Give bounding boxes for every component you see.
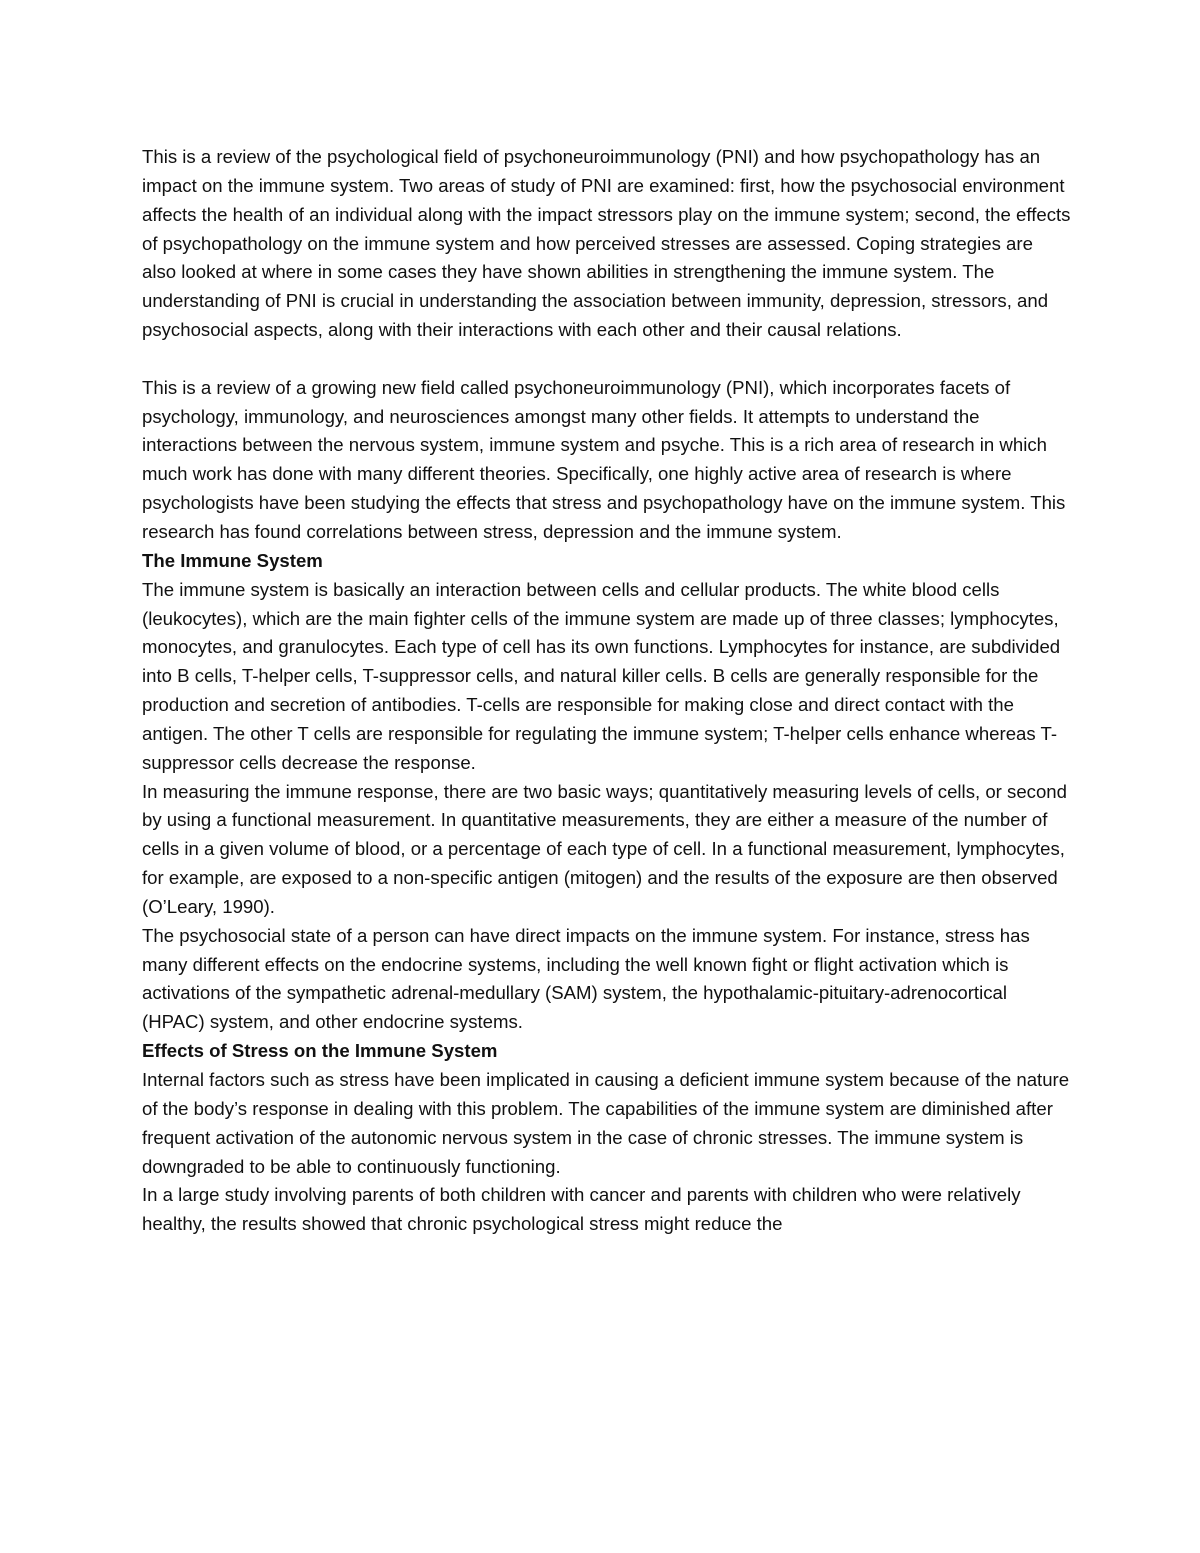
stress-paragraph-2: In a large study involving parents of both children with cancer and parents with children who were relatively healthy, the results showed that chronic psychological stress might reduce the bbox=[142, 1184, 1021, 1235]
intro-paragraph: This is a review of a growing new field called psychoneuroimmunology (PNI), which incorporates facets of psychology, immunology, and neurosciences amongst many other fields. It attempts to understand the interactions between the nervous system, immune system and psyche. This is a rich area of research in which much work has done with many different theories. Specifically, one highly active area of research is where psychologists have been studying the effects that stress and psychopathology have on the immune system. This research has found correlations between stress, depression and the immune system. bbox=[142, 376, 1066, 542]
immune-paragraph-2: In measuring the immune response, there are two basic ways; quantitatively measuring levels of cells, or second by using a functional measurement. In quantitative measurements, they are either a measure of the number of cells in a given volume of blood, or a percentage of each type of cell. In a functional measurement, lymphocytes, for example, are exposed to a non-specific antigen (mitogen) and the results of the exposure are then observed (O’Leary, 1990). bbox=[142, 780, 1067, 917]
document-page bbox=[142, 143, 1072, 1239]
immune-paragraph-1: The immune system is basically an interaction between cells and cellular products. The white blood cells (leukocytes), which are the main fighter cells of the immune system are made up of three classes; lymphocytes, monocytes, and granulocytes. Each type of cell has its own functions. Lymphocytes for instance, are subdivided into B cells, T-helper cells, T-suppressor cells, and natural killer cells. B cells are generally responsible for the production and secretion of antibodies. T-cells are responsible for making close and direct contact with the antigen. The other T cells are responsible for regulating the immune system; T-helper cells enhance whereas T-suppressor cells decrease the response. bbox=[142, 578, 1061, 773]
paragraph-spacer bbox=[142, 345, 1072, 374]
section-heading-stress: Effects of Stress on the Immune System bbox=[142, 1040, 498, 1062]
section-heading-immune-system: The Immune System bbox=[142, 549, 323, 571]
stress-paragraph-1: Internal factors such as stress have been implicated in causing a deficient immune system because of the nature of the body’s response in dealing with this problem. The capabilities of the immune system are diminished after frequent activation of the autonomic nervous system in the case of chronic stresses. The immune system is downgraded to be able to continuously functioning. bbox=[142, 1069, 1070, 1177]
abstract-paragraph: This is a review of the psychological field of psychoneuroimmunology (PNI) and how psychopathology has an impact on the immune system. Two areas of study of PNI are examined: first, how the psychosocial environment affects the health of an individual along with the impact stressors play on the immune system; second, the effects of psychopathology on the immune system and how perceived stresses are assessed. Coping strategies are also looked at where in some cases they have shown abilities in strengthening the immune system. The understanding of PNI is crucial in understanding the association between immunity, depression, stressors, and psychosocial aspects, along with their interactions with each other and their causal relations. bbox=[142, 146, 1071, 341]
immune-paragraph-3: The psychosocial state of a person can have direct impacts on the immune system. For instance, stress has many different effects on the endocrine systems, including the well known fight or flight activation which is activations of the sympathetic adrenal-medullary (SAM) system, the hypothalamic-pituitary-adrenocortical (HPAC) system, and other endocrine systems. bbox=[142, 924, 1030, 1033]
